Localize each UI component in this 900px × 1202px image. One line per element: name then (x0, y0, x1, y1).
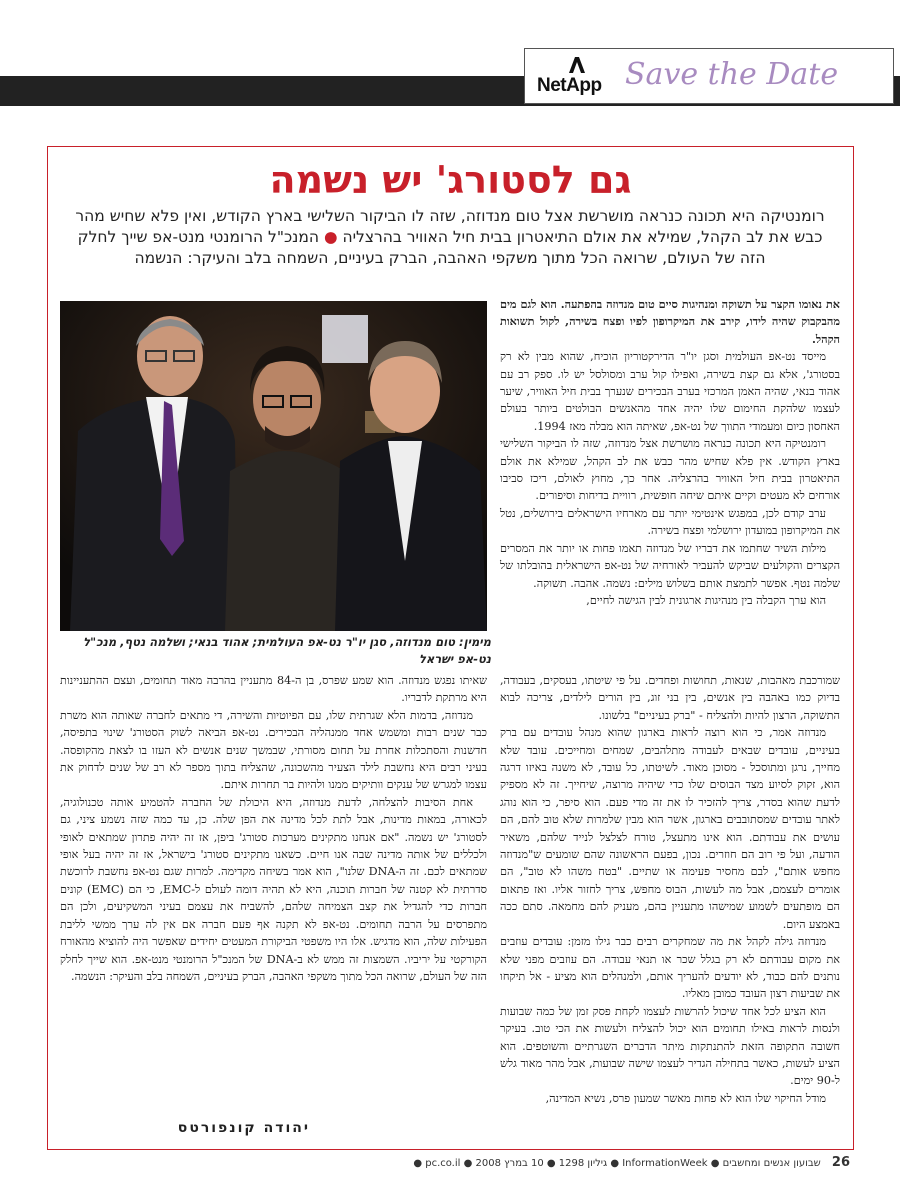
logo-text: NetApp (537, 75, 602, 96)
article-lede (70, 206, 830, 269)
article-paragraph: את נאומו הקצר על תשוקה ומנהיגות סיים טום מנדוזה בהפתעה. הוא לגם מים מהבקבוק שהיה לידו, קירב את המיקרופון לפיו ופצח בשירה, לקול תשואות הקהל. (500, 297, 840, 346)
article-paragraph: הוא ערך הקבלה בין מנהיגות ארגונית לבין הגישה לחיים, (586, 593, 826, 607)
author-byline: יהודה קונפורטס (177, 1120, 310, 1136)
lede-part2: המנכ"ל הרומנטי מנט-אפ שייך לחלק הזה של העולם, שרואה הכל מתוך משקפי האהבה, הברק בעיניים, השמחה בלב והעיקר: הנשמה (77, 228, 766, 267)
article-paragraph: שאיתו נפגש מנדוזה. הוא שמע שפרס, בן ה-84 מתעניין בהרבה מאוד תחומים, ועצם ההתעניינות היא מרתקת לדבריו. (60, 674, 488, 705)
save-the-date-tagline: Save the Date (625, 57, 839, 92)
brand-box (524, 48, 894, 104)
photo-caption: מימין: טום מנדוזה, סגן יו"ר נט-אפ העולמית; אהוד בנאי; ושלמה נטף, מנכ"ל נט-אפ ישראל (83, 635, 491, 666)
article-column-right-top (500, 296, 840, 609)
article-paragraph: שמורכבת מאהבות, שנאות, תחושות ופחדים. על פי שיטתו, בעסקים, בעבודה, בדיוק כמו באהבה בין אנשים, בין בני זוג, בין הורים לילדים, צריכה לבוא התשוקה, הרצון להיות ולהצליח - "ברק בעיניים" בלשונו. (500, 674, 840, 722)
article-paragraph: מודל החיקוי שלו הוא לא פחות מאשר שמעון פרס, נשיא המדינה, (545, 1091, 826, 1105)
article-paragraph: הוא הציע לכל אחד שיכול להרשות לעצמו לקחת פסק זמן של כמה שבועות ולנסות לראות באילו תחומים הוא יכול להצליח ולעשות את הכי טוב. בעיקר חשובה התקופה הזאת להתנתקות מיתר הדברים השגרתיים והשוטפים. הוא הציע לעשות, כאשר בתחילה הגדיר לעצמו שישה שבועות, אבל מהר מאוד גלש ל-90 ימים. (500, 1004, 840, 1088)
page-number: 26 (831, 1155, 850, 1170)
article-headline: גם לסטורג' יש נשמה (269, 158, 632, 202)
photo-illustration (60, 301, 487, 631)
page-footer (410, 1155, 850, 1170)
article-column-right-bottom (500, 672, 840, 1107)
article-column-left (60, 672, 487, 985)
article-paragraph: אחת הסיבות להצלחה, לדעת מנדוזה, היא היכולת של החברה להטמיע אותה טכנולוגיה, לכאורה, במאות מדינות, אבל לתת לכל מדינה את הפן שלה. כן, עד כמה שזה נשמע ציני, גם לסטורג' יש נשמה. "אם אנחנו מתקינים מערכות סטורג' ביפן, אז זה יהיה פתרון שמתאים לאופי ולכללים של אותה מדינה שבה אנו חיים. כשאנו מתקינים סטורג' בישראל, אז זה יהיה בעל אופי שמתאים לכם. זה ה-DNA שלנו", הוא אמר בשיחה מקדימה. למרות שגם נט-אפ נחשבת לרוכשת סדרתית לא קטנה של חברות תוכנה, היא לא תהיה דומה לעולם ל-EMC, כי הם (EMC) קונים חברות כדי להגדיל את קצב הצמיחה שלהם, להשביח את עצמם בעיני המשקיעים, ולכן הם מתפרסים על הרבה תחומים. נט-אפ לא תקנה אף פעם חברה אם אין לה ערך ממשי לליבת הפעילות שלה, הוא מדגיש. אלו היו משפטי הביקורת המעטים יחידים שאפשר היה להוציא מהאורח הקורקטי על יריביו. השמצות זה ממש לא ב-DNA של המנכ"ל הרומנטי מנט-אפ. הוא שייך לחלק הזה של העולם, שרואה הכל מתוך משקפי האהבה, הברק בעיניים, השמחה בלב והעיקר: הנשמה. (60, 795, 487, 983)
article-photo (60, 301, 487, 631)
article-paragraph: רומנטיקה היא תכונה כנראה מושרשת אצל מנדוזה, שזה לו הביקור השלישי בארץ הקודש. אין פלא שחיש מהר כבש את לב הקהל, שמילא את אולם התיאטרון בבית חיל האוויר בהרצליה. אחר כך, מחוץ לאולם, ריכז סביבו אורחים לא מעטים וקיים איתם שיחה חופשית, רוויית בדיחות וסיפורים. (500, 437, 840, 503)
lede-part1: רומנטיקה היא תכונה כנראה מושרשת אצל טום מנדוזה, שזה לו הביקור השלישי בארץ הקודש, ואין פלא שחיש מהר כבש את לב הקהל, שמילא את אולם התיאטרון בבית חיל האוויר בהרצליה (75, 207, 825, 246)
article-paragraph: מנדוזה גילה לקהל את מה שמחקרים רבים כבר גילו מזמן: עובדים עוזבים את מקום עבודתם לא רק בגלל שכר או תנאי עבודה. הם עוזבים מפני שלא נותנים להם כבוד, לא יודעים להעריך אותם, ולמנהלים הוא מציע - אל תיקחו את שביעות רצון העובד כמובן מאליו. (500, 935, 840, 1001)
article-paragraph: מייסד נט-אפ העולמית וסגן יו"ר הדירקטוריון הוכיח, שהוא מבין לא רק בסטורג', אלא גם קצת בשירה, ואפילו קול ערב ומסולסל יש לו. ספק רב עם אהוד בנאי, שהיה האמן המרכזי בערב הבכירים שנערך בבית חיל האוויר, שיער לעצמו שלהקת החימום שלו יהיה אחד מהאנשים הבולטים ביותר בעולם האחסון כיום ומעמודי התווך של נט-אפ, שאיתה הוא מבלה מאז 1994. (500, 350, 840, 433)
netapp-logo (537, 55, 627, 99)
article-paragraph: מנדוזה, בדמות הלא שגרתית שלו, עם הפיוטיות והשירה, די מתאים לחברה שאותה הוא משרת כבר שנים רבות ומשמש אחד ממנהליה הבכירים. נט-אפ הביאה לשוק הסטורג' שינוי בתפיסה, חדשנות והסתכלות אחרת על תחום מסורתי, שבמשך שנים אנשים לא העזו בו לצאת מהקופסה. בעיני רבים היא נחשבת לילד הצעיר מהשכונה, שהצליח בתוך מספר לא רב של שנים לדחוק את עצמו למגרש של ענקים וותיקים ממנו ולהיות בר תחרות איתם. (60, 708, 487, 792)
article-paragraph: ערב קודם לכן, במפגש אינטימי יותר עם מארחיו הישראלים בירושלים, נטל את המיקרופון במועדון ירושלמי ופצח בשירה. (500, 506, 840, 538)
article-paragraph: מנדוזה אמר, כי הוא רוצה לראות בארגון שהוא מנהל עובדים עם ברק בעיניים, עובדים שבאים לעבודה מתלהבים, שמחים ומחייכים. עובד שלא מחייך, נרגן ומתוסכל - מסוכן מאוד. לשיטתו, כל עובד, לא משנה באיזו דרגה הוא, זקוק לסיוע מצד הבוסים שלו כדי שיהיה מרוצה, שיחייך. זה לא מספיק לדעת שהוא בסדר, צריך להזכיר לו את זה מדי פעם. הוא סיפר, כי הוא נוהג לאתר עובדים שמסתובבים בארגון, אשר הוא מבין שלמרות שלא טוב להם, הם עושים את עבודתם. הוא אינו מתעצל, טורח לצלצל לנייד שלהם, משאיר הודעה, ועל פי רוב הם חוזרים. נכון, בפעם הראשונה שהם שומעים ש"מנדוזה מחפש אותם", לבם מחסיר פעימה או שתיים. "בטח משהו לא טוב", הם אומרים לעצמם, אבל מה לעשות, הבוס מחפש, צריך לחזור אליו. ואז פתאום הם מופתעים לשמוע שמישהו מתעניין בהם, מעניק להם מחמאה. סתם ככה באמצע היום. (500, 726, 840, 931)
bullet-dot-icon: ● (319, 228, 338, 246)
netapp-logo-icon (565, 55, 589, 75)
article-paragraph: מילות השיר שחתמו את דבריו של מנדוזה תאמו פחות או יותר את המסרים הקצרים והקולעים שביקש להעביר לאורחיה של נט-אפ הישראלית בהובלתו של שלמה נטף. אפשר לתמצת אותם בשלוש מילים: נשמה. אהבה. תשוקה. (500, 541, 840, 590)
footer-text: שבועון אנשים ומחשבים ● InformationWeek ● גיליון 1298 ● 10 במרץ 2008 ● pc.co.il ● (413, 1158, 821, 1169)
